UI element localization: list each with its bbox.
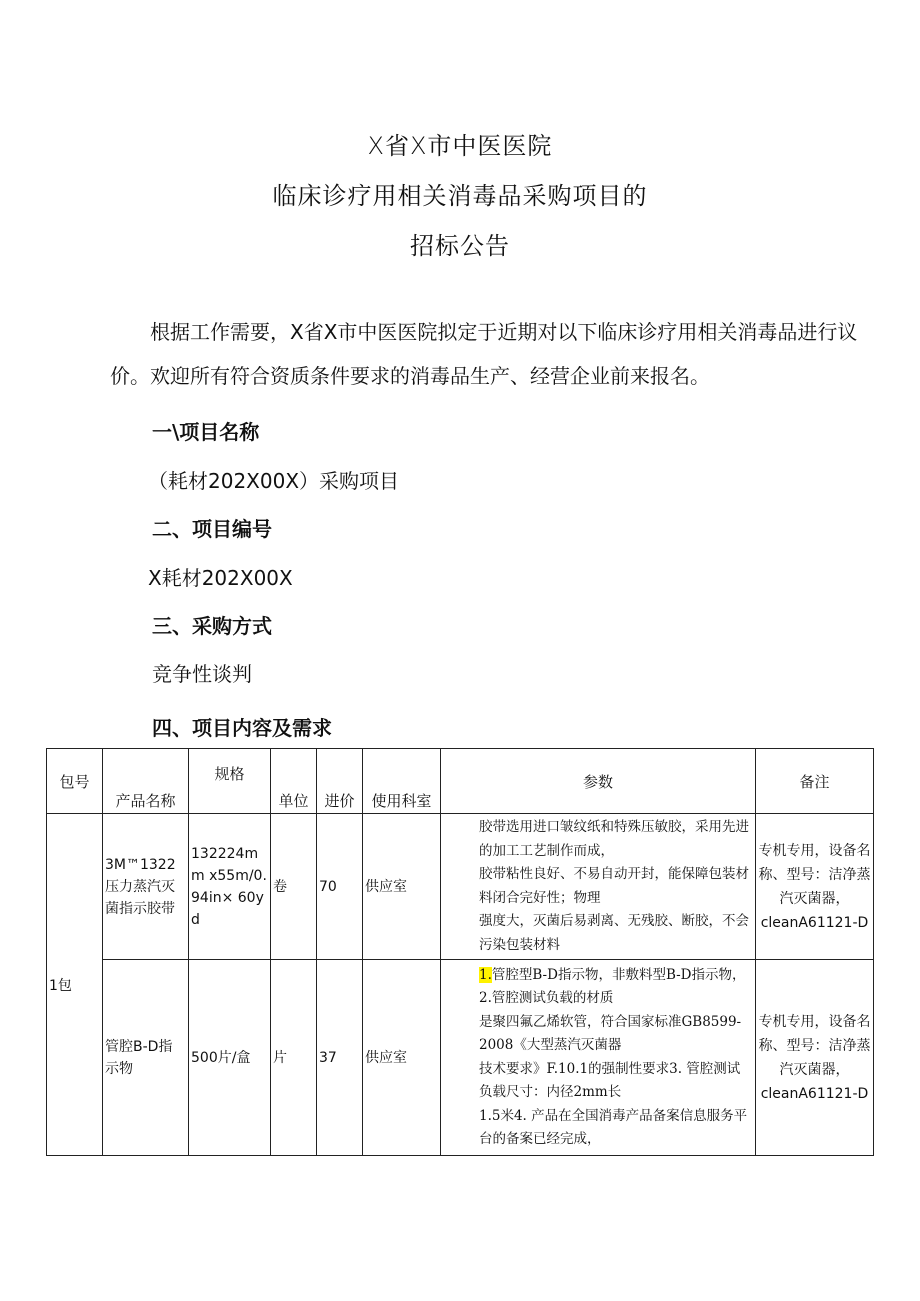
requirements-table [46,748,874,1156]
section-3-heading: 三、采购方式 [152,614,272,638]
section-1-heading: 一\项目名称 [152,420,260,444]
title-line-2: 临床诊疗用相关消毒品采购项目的 [272,182,648,210]
header-price: 进价 [317,749,363,814]
title-line-1: X省X市中医医院 [367,132,553,160]
param-line: 胶带选用进口皱纹纸和特殊压敏胶，采用先进的加工工艺制作而成， [479,819,749,859]
param-line: 是聚四氟乙烯软管，符合国家标准GB8599-2008《大型蒸汽灭菌器 [479,1013,742,1053]
highlight-mark: 1. [479,966,492,983]
section-1-body: （耗材202X00X）采购项目 [148,469,400,493]
header-note: 备注 [756,749,874,814]
param-line: 强度大，灭菌后易剥离、无残胶、断胶，不会污染包装材料 [479,913,749,953]
section-2-heading: 二、项目编号 [152,517,272,541]
header-unit: 单位 [271,749,317,814]
package-cell: 1包 [47,814,103,1156]
intro-paragraph [110,310,880,398]
section-3-body: 竞争性谈判 [152,662,252,686]
header-spec: 规格 [189,749,271,814]
product-price: 70 [317,814,363,960]
product-spec: 500片/盒 [189,960,271,1156]
param-line: 1.5米4. 产品在全国消毒产品备案信息服务平台的备案已经完成， [479,1107,748,1147]
param-line [443,964,753,1011]
product-unit: 片 [271,960,317,1156]
table-header-row [47,749,874,814]
table-row [47,960,874,1156]
product-spec: 132224mm x55m/0.94in× 60yd [189,814,271,960]
param-first-text: 管腔型B-D指示物，非敷料型B-D指示物，2.管腔测试负载的材质 [479,966,746,1006]
product-price: 37 [317,960,363,1156]
table-row [47,814,874,960]
product-name: 3M™1322压力蒸汽灭菌指示胶带 [103,814,189,960]
intro-text: 根据工作需要，X省X市中医医院拟定于近期对以下临床诊疗用相关消毒品进行议价。欢迎所有符合资质条件要求的消毒品生产、经营企业前来报名。 [110,320,858,388]
product-dept: 供应室 [363,960,441,1156]
product-unit: 卷 [271,814,317,960]
section-4-heading: 四、项目内容及需求 [152,716,332,740]
product-note: 专机专用，设备名称、型号：洁净蒸汽灭菌器，cleanA61121-D [756,960,874,1156]
product-note: 专机专用，设备名称、型号：洁净蒸汽灭菌器，cleanA61121-D [756,814,874,960]
header-name: 产品名称 [103,749,189,814]
header-param: 参数 [441,749,756,814]
section-2-body: X耗材202X00X [148,566,293,590]
header-dept: 使用科室 [363,749,441,814]
header-pkg: 包号 [47,749,103,814]
product-name: 管腔B-D指示物 [103,960,189,1156]
title-line-3: 招标公告 [410,232,510,260]
product-dept: 供应室 [363,814,441,960]
param-line: 技术要求》F.10.1的强制性要求3. 管腔测试负载尺寸：内径2mm长 [479,1060,741,1100]
param-line: 胶带粘性良好、不易自动开封，能保障包装材料闭合完好性；物理 [479,866,749,906]
product-params [441,960,756,1156]
product-params [441,814,756,960]
